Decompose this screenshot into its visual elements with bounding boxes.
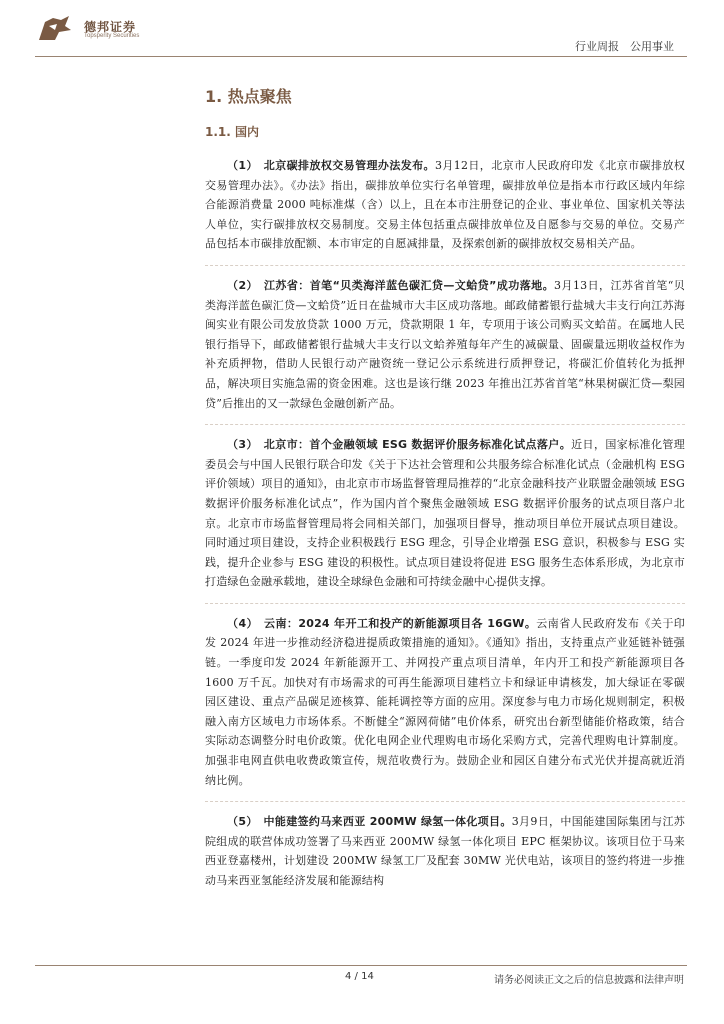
news-item-body: 近日，国家标准化管理委员会与中国人民银行联合印发《关于下达社会管理和公共服务综合标准化试点（金融机构 ESG 评价领域）项目的通知》，由北京市市场监督管理局推荐的“北京金融科技产业联盟金融领域 ESG 数据评价服务标准化试点”，作为国内首个聚焦金融领域 ESG 数据评价服务的试点项目落户北京。北京市市场监督管理局将会同相关部门，加强项目督导，推动项目单位开展试点项目建设。同时通过项目建设，支持企业积极践行 ESG 理念，引导企业增强 ESG 意识，积极参与 ESG 实践，提升企业参与 ESG 建设的积极性。试点项目建设将促进 ESG 服务生态体系形成，为北京市打造绿色金融承载地，建设全球绿色金融和可持续金融中心提供支撑。 [205,438,685,589]
news-item-headline: （4） 云南：2024 年开工和投产的新能源项目各 16GW。 [227,616,537,630]
news-item-body: 3月12日，北京市人民政府印发《北京市碳排放权交易管理办法》。《办法》指出，碳排放单位实行名单管理，碳排放单位是指本市行政区域内年综合能源消费量 2000 吨标准煤（含）以上，且在本市注册登记的企业、事业单位、国家机关等法人单位，实行碳排放权交易制度。交易主体包括重点碳排放单位及自愿参与交易的单位。交易产品包括本市碳排放配额、本市审定的自愿减排量，及探索创新的碳排放权交易相关产品。 [205,159,685,251]
news-item-headline: （2） 江苏省：首笔“贝类海洋蓝色碳汇贷—文蛤贷”成功落地。 [227,278,555,292]
brand-name: 德邦证券 [84,20,137,34]
main-content [205,82,685,902]
subsection-title: 1.1. 国内 [205,125,259,139]
page-number: 4 / 14 [345,971,374,982]
section-title: 1. 热点聚焦 [205,87,292,106]
brand-subtitle: Topsperity Securities [84,33,140,39]
page-footer [0,960,724,1000]
item-divider [205,801,685,802]
news-item-body: 云南省人民政府发布《关于印发 2024 年进一步推动经济稳进提质政策措施的通知》。《通知》指出，支持重点产业延链补链强链。一季度印发 2024 年新能源开工、并网投产重点项目清单，年内开工和投产新能源项目各 1600 万千瓦。加快对有市场需求的可再生能源项目建档立卡和绿证申请核发，加大绿证在零碳园区建设、重点产品碳足迹核算、能耗调控等方面的应用。深度参与电力市场化规则制定，积极融入南方区域电力市场体系。不断健全“源网荷储”电价体系，研究出台新型储能价格政策，结合实际动态调整分时电价政策。优化电网企业代理购电市场化采购方式，完善代理购电计算制度。加强非电网直供电收费政策宣传，规范收费行为。鼓励企业和园区自建分布式光伏并提高就近消纳比例。 [205,616,685,787]
news-item-5 [205,812,685,890]
news-item-body: 3月9日，中国能建国际集团与江苏院组成的联营体成功签署了马来西亚 200MW 绿氢一体化项目 EPC 框架协议。该项目位于马来西亚登嘉楼州，计划建设 200MW 绿氢工厂及配套 30MW 光伏电站，该项目的签约将进一步推动马来西亚氢能经济发展和能源结构 [205,815,685,887]
news-item-2 [205,276,685,413]
report-type: 行业周报 公用事业 [575,40,674,53]
item-divider [205,424,685,425]
news-item-4 [205,614,685,790]
item-divider [205,265,685,266]
page-header [0,0,724,60]
header-divider [35,56,687,57]
legal-disclaimer: 请务必阅读正文之后的信息披露和法律声明 [494,975,684,986]
news-item-body: 3月13日，江苏省首笔“贝类海洋蓝色碳汇贷—文蛤贷”近日在盐城市大丰区成功落地。邮政储蓄银行盐城大丰支行向江苏海闽实业有限公司发放贷款 1000 万元，贷款期限 1 年，专项用于该公司购买文蛤苗。在属地人民银行指导下，邮政储蓄银行盐城大丰支行以文蛤养殖每年产生的减碳量、固碳量远期收益权作为补充质押物，借助人民银行动产融资统一登记公示系统进行质押登记，将碳汇价值转化为抵押品，解决项目实施急需的资金困难。这也是该行继 2023 年推出江苏省首笔“林果树碳汇贷—梨园贷”后推出的又一款绿色金融创新产品。 [205,278,685,410]
news-item-headline: （3） 北京市：首个金融领域 ESG 数据评价服务标准化试点落户。 [227,438,572,452]
footer-divider [35,965,687,966]
news-item-1 [205,156,685,254]
brand-logo-icon [35,14,75,44]
news-item-headline: （1） 北京碳排放权交易管理办法发布。 [227,159,435,172]
news-item-3 [205,435,685,592]
item-divider [205,603,685,604]
news-item-headline: （5） 中能建签约马来西亚 200MW 绿氢一体化项目。 [227,815,512,829]
